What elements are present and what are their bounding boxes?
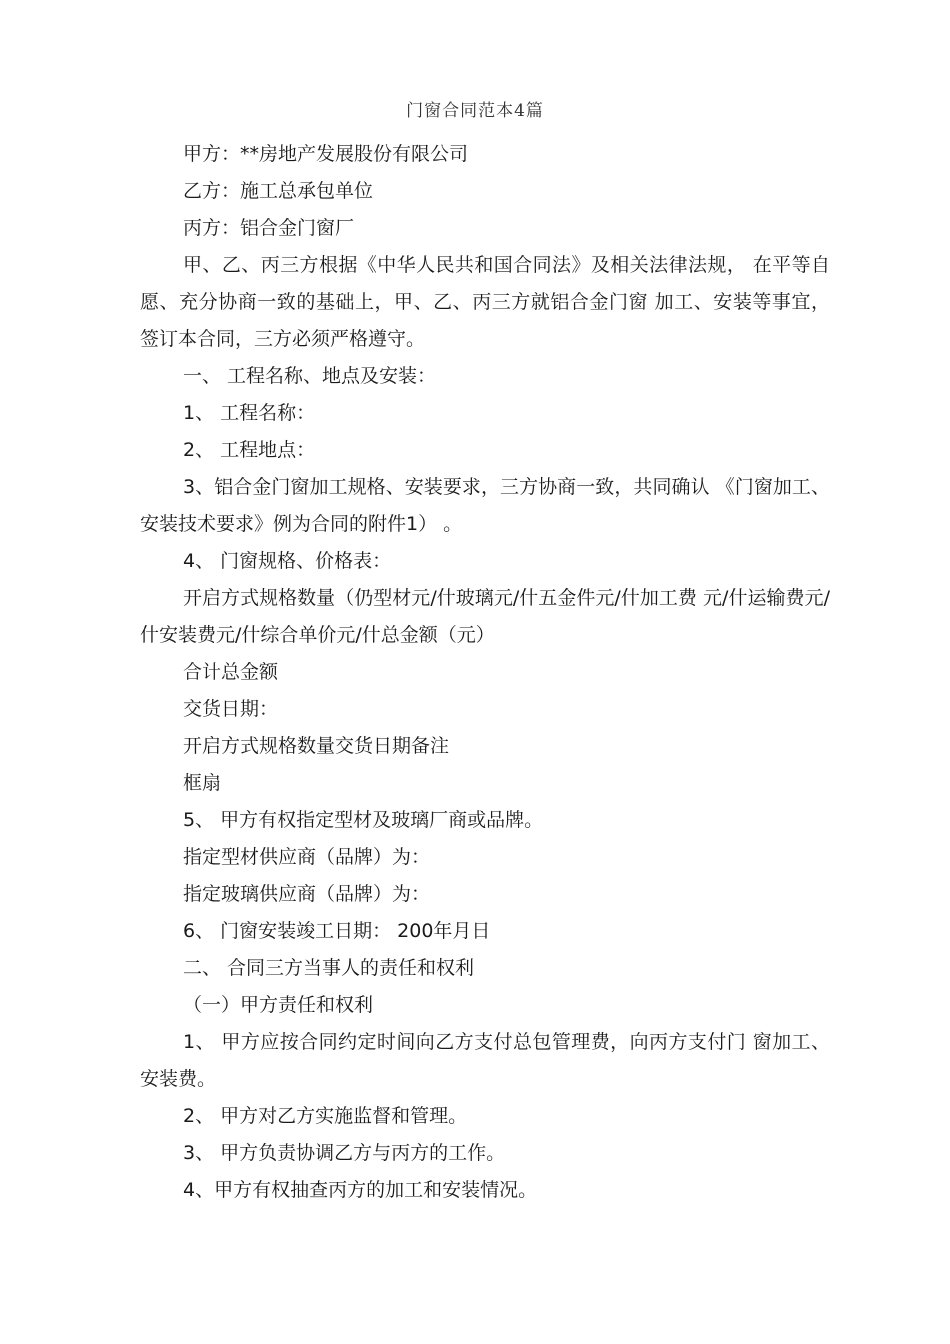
- delivery-date-label: 交货日期：: [183, 698, 279, 720]
- total-amount-label: 合计总金额: [183, 661, 279, 683]
- section-heading-2: 二、 合同三方当事人的责任和权利: [183, 957, 475, 979]
- glass-supplier-line: 指定玻璃供应商（品牌）为：: [183, 883, 431, 905]
- clause-1-6: 6、 门窗安装竣工日期： 200年月日: [183, 920, 491, 942]
- clause-1-2: 2、 工程地点：: [183, 439, 316, 461]
- party-a: 甲方：**房地产发展股份有限公司: [183, 143, 469, 165]
- party-c: 丙方：铝合金门窗厂: [183, 217, 355, 239]
- document-title: 门窗合同范本4篇: [406, 101, 544, 121]
- clause-1-3: 3、铝合金门窗加工规格、安装要求，三方协商一致，共同确认 《门窗加工、安装技术要求》例为合同的附件1） 。: [140, 476, 830, 535]
- preamble-paragraph: 甲、乙、丙三方根据《中华人民共和国合同法》及相关法律法规， 在平等自愿、充分协商一致的基础上，甲、乙、丙三方就铝合金门窗 加工、安装等事宜，签订本合同，三方必须严格遵守。: [140, 254, 830, 350]
- clause-1-1: 1、 工程名称：: [183, 402, 316, 424]
- party-b: 乙方：施工总承包单位: [183, 180, 374, 202]
- clause-2-1: 1、 甲方应按合同约定时间向乙方支付总包管理费，向丙方支付门 窗加工、安装费。: [140, 1031, 830, 1090]
- section-heading-1: 一、 工程名称、地点及安装：: [183, 365, 437, 387]
- delivery-table-header: 开启方式规格数量交货日期备注: [183, 735, 450, 757]
- clause-1-5: 5、 甲方有权指定型材及玻璃厂商或品牌。: [183, 809, 544, 831]
- clause-2-3: 3、 甲方负责协调乙方与丙方的工作。: [183, 1142, 506, 1164]
- profile-supplier-line: 指定型材供应商（品牌）为：: [183, 846, 431, 868]
- clause-1-4: 4、 门窗规格、价格表：: [183, 550, 392, 572]
- clause-2-2: 2、 甲方对乙方实施监督和管理。: [183, 1105, 468, 1127]
- clause-2-4: 4、甲方有权抽查丙方的加工和安装情况。: [183, 1179, 538, 1201]
- document-body: [140, 136, 830, 1209]
- frame-sash-label: 框扇: [183, 772, 222, 794]
- subsection-heading-party-a: （一）甲方责任和权利: [183, 994, 374, 1016]
- price-table-header: 开启方式规格数量（仍型材元/什玻璃元/什五金件元/什加工费 元/什运输费元/什安装费元/什综合单价元/什总金额（元）: [140, 587, 830, 646]
